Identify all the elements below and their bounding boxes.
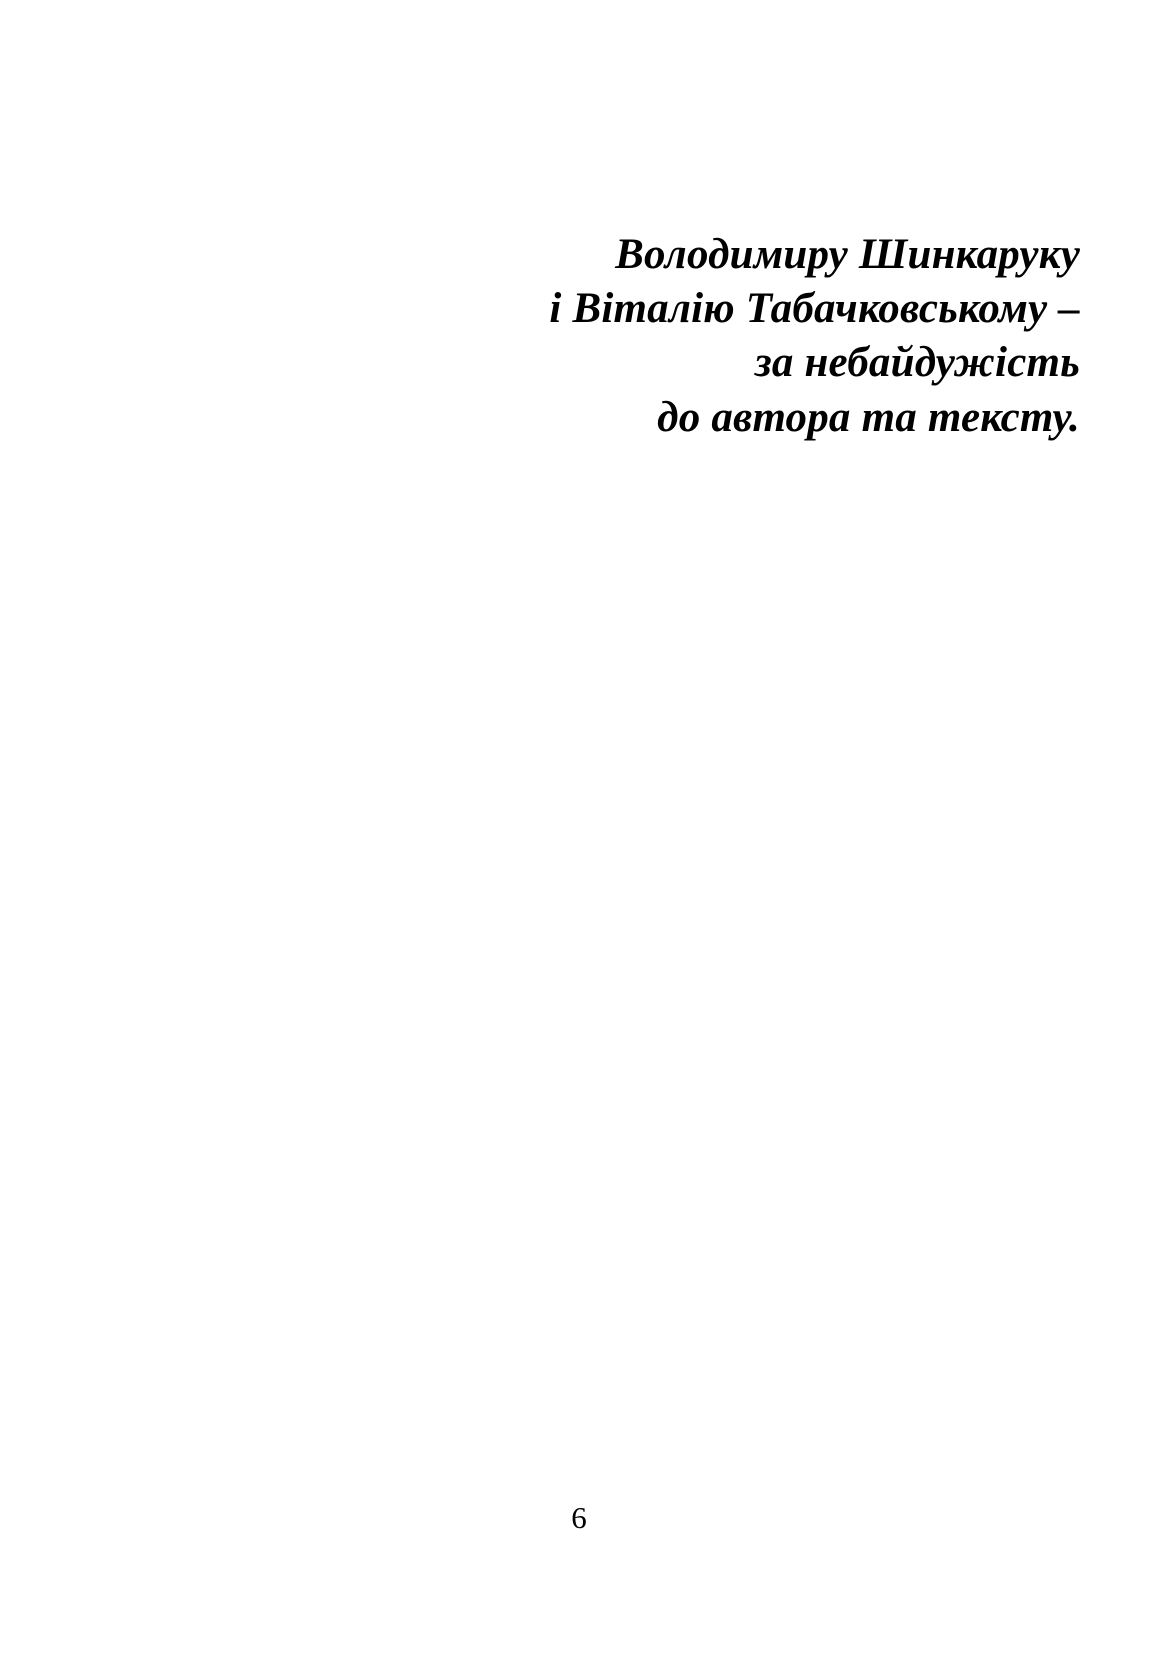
dedication-line: за небайдужість bbox=[754, 339, 1080, 387]
page-number: 6 bbox=[571, 1500, 587, 1535]
dedication-line: і Віталію Табачковському – bbox=[549, 285, 1080, 333]
dedication-line: до автора та тексту. bbox=[657, 393, 1080, 441]
dedication-block bbox=[0, 228, 1080, 445]
dedication-line: Володимиру Шинкаруку bbox=[615, 231, 1080, 278]
